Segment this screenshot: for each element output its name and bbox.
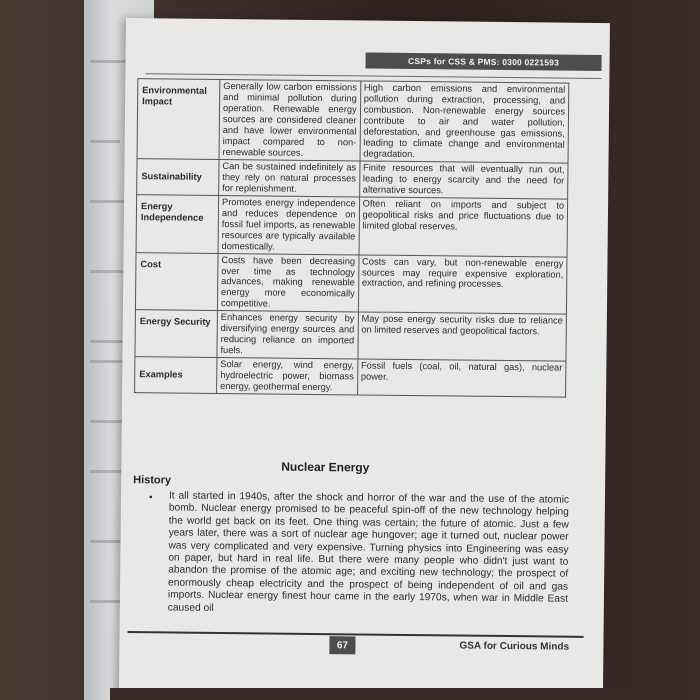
renewable-cell: Enhances energy security by diversifying energy sources and reducing reliance on imported fuels.	[217, 311, 358, 359]
renewable-cell: Generally low carbon emissions and minimal pollution during operation. Renewable energy sources are considered cleaner and have lower environmental impact compared to non-renewable sources.	[219, 79, 360, 160]
renewable-cell: Promotes energy independence and reduces dependence on fossil fuel imports, as renewable resources are typically available domestically.	[218, 195, 359, 254]
renewable-cell: Solar energy, wind energy, hydroelectric power, biomass energy, geothermal energy.	[217, 358, 358, 395]
table-row	[136, 194, 568, 256]
body-paragraph: It all started in 1940s, after the shock and horror of the war and the use of the atomic bomb. Nuclear energy promised to be peaceful spin-off of the new technology helping the world get back on its feet. One thing was certain; the future of atomic. Just a few years later, there was a sort of nuclear age hungover; age it turned out, nuclear power was very complicated and very expensive. Turning physics into Engineering was easy on paper, but hard in real life. But there were many people who didn't just want to abandon the promise of the atomic age; and exciting new technology; the prospect of enormously cheap electricity and the prospect of being independent of oil and gas imports. Nuclear energy finest hour came in the early 1970s, when war in Middle East caused oil	[167, 490, 570, 614]
row-aspect: Environmental Impact	[137, 79, 220, 160]
bottom-shadow	[110, 688, 630, 700]
footer-divider	[128, 631, 584, 637]
book-page	[119, 18, 610, 700]
row-aspect: Cost	[135, 252, 218, 311]
comparison-table	[134, 78, 569, 398]
renewable-cell: Can be sustained indefinitely as they rely on natural processes for replenishment.	[219, 159, 360, 196]
subheading: History	[133, 474, 172, 487]
row-aspect: Energy Independence	[136, 194, 219, 253]
nonrenewable-cell: Fossil fuels (coal, oil, natural gas), nuclear power.	[357, 359, 566, 397]
nonrenewable-cell: Costs can vary, but non-renewable energy sources may require expensive exploration, extraction, and refining processes.	[358, 254, 567, 314]
row-aspect: Sustainability	[137, 158, 219, 195]
nonrenewable-cell: Finite resources that will eventually run out, leading to energy scarcity and the need for alternative sources.	[359, 161, 568, 199]
table-row	[135, 252, 567, 314]
row-aspect: Examples	[135, 357, 217, 394]
section-title: Nuclear Energy	[281, 459, 370, 475]
table-row	[137, 158, 568, 198]
nonrenewable-cell: May pose energy security risks due to reliance on limited reserves and geopolitical factors.	[358, 312, 567, 361]
nonrenewable-cell: High carbon emissions and environmental pollution during extraction, processing, and combustion. Non-renewable energy sources contribute to air and water pollution, deforestation, and greenhouse gas emissions, leading to climate change and environmental degradation.	[360, 81, 569, 163]
bullet-marker: •	[148, 492, 153, 504]
table-row	[137, 79, 569, 163]
renewable-cell: Costs have been decreasing over time as technology advances, making renewable energy more economically competitive.	[217, 253, 358, 312]
book-title: GSA for Curious Minds	[459, 640, 570, 653]
page-number: 67	[329, 636, 355, 654]
table-row	[135, 357, 566, 397]
header-banner: CSPs for CSS & PMS: 0300 0221593	[365, 53, 601, 71]
nonrenewable-cell: Often reliant on imports and subject to geopolitical risks and price fluctuations due to limited global reserves.	[359, 197, 568, 257]
row-aspect: Energy Security	[135, 310, 217, 358]
table-row	[135, 310, 566, 361]
